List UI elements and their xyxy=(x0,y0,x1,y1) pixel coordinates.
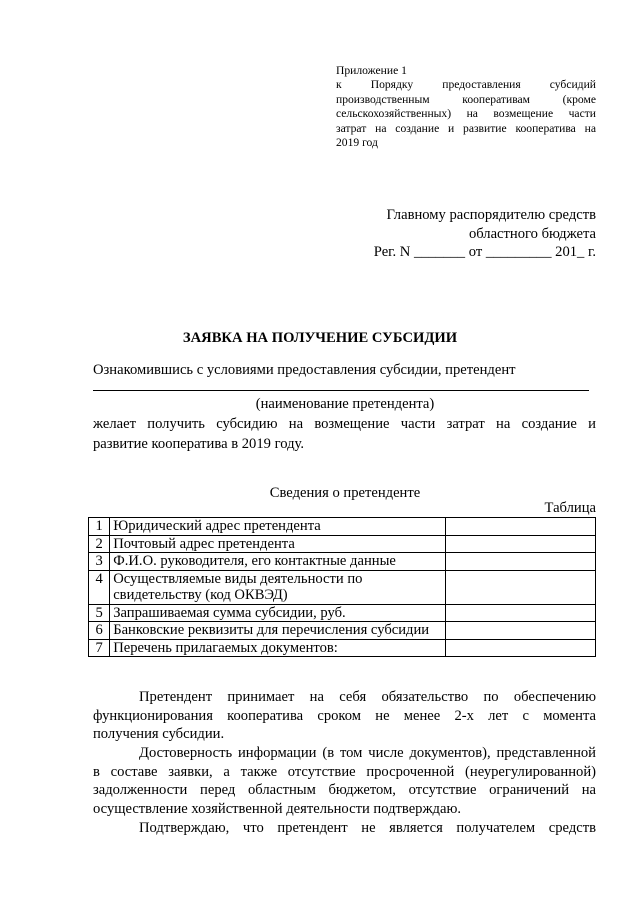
paragraph-line: в составе заявки, а также отсутствие просроченной (неурегулированной) xyxy=(93,763,596,780)
table-label: Таблица xyxy=(544,500,596,516)
applicant-info-table xyxy=(88,517,596,657)
row-label: Юридический адрес претендента xyxy=(110,518,445,536)
wish-line: желает получить субсидию на возмещение части затрат на создание и xyxy=(93,416,596,432)
registration-line: Рег. N _______ от _________ 201_ г. xyxy=(373,244,596,260)
row-label: Ф.И.О. руководителя, его контактные данные xyxy=(110,553,445,571)
appendix-note xyxy=(336,64,596,150)
row-value[interactable] xyxy=(445,518,596,536)
row-number: 1 xyxy=(89,518,110,536)
row-label: Банковские реквизиты для перечисления субсидии xyxy=(110,622,445,640)
appendix-line: производственным кооперативам (кроме xyxy=(336,92,596,106)
row-label: Осуществляемые виды деятельности по свидетельству (код ОКВЭД) xyxy=(110,570,445,604)
applicant-name-caption: (наименование претендента) xyxy=(255,396,435,412)
paragraph-line: осуществление хозяйственной деятельности подтверждаю. xyxy=(93,801,462,818)
row-value[interactable] xyxy=(445,535,596,553)
table-row xyxy=(89,518,596,536)
confirmation-paragraph xyxy=(93,819,596,838)
row-number: 6 xyxy=(89,622,110,640)
paragraph-line: функционирования кооператива сроком не менее 2-х лет с момента xyxy=(93,707,596,724)
row-value[interactable] xyxy=(445,570,596,604)
wish-line: развитие кооператива в 2019 году. xyxy=(93,436,304,452)
row-number: 5 xyxy=(89,604,110,622)
row-value[interactable] xyxy=(445,553,596,571)
wish-paragraph xyxy=(93,414,596,454)
row-value[interactable] xyxy=(445,604,596,622)
appendix-line: сельскохозяйственных) на возмещение части xyxy=(336,107,596,121)
row-value[interactable] xyxy=(445,639,596,657)
appendix-line: Приложение 1 xyxy=(336,64,407,77)
table-row xyxy=(89,570,596,604)
row-number: 7 xyxy=(89,639,110,657)
accuracy-paragraph xyxy=(93,744,596,819)
recipient-line: областного бюджета xyxy=(468,225,596,242)
table-row xyxy=(89,622,596,640)
row-value[interactable] xyxy=(445,622,596,640)
table-row xyxy=(89,604,596,622)
table-row xyxy=(89,535,596,553)
table-row xyxy=(89,639,596,657)
appendix-line: 2019 год xyxy=(336,136,378,150)
row-number: 3 xyxy=(89,553,110,571)
paragraph-line: Подтверждаю, что претендент не является получателем средств xyxy=(139,820,596,836)
row-label: Почтовый адрес претендента xyxy=(110,535,445,553)
info-heading: Сведения о претенденте xyxy=(269,485,421,501)
document-title: ЗАЯВКА НА ПОЛУЧЕНИЕ СУБСИДИИ xyxy=(182,330,458,346)
appendix-line: затрат на создание и развитие кооператива на xyxy=(336,121,596,135)
table-row xyxy=(89,553,596,571)
row-number: 2 xyxy=(89,535,110,553)
appendix-line: к Порядку предоставления субсидий xyxy=(336,78,596,92)
applicant-name-line[interactable] xyxy=(93,390,589,391)
paragraph-line: Достоверность информации (в том числе документов), представленной xyxy=(139,745,596,761)
row-label: Перечень прилагаемых документов: xyxy=(110,639,445,657)
paragraph-line: задолженности перед областным бюджетом, отсутствие ограничений на xyxy=(93,782,596,799)
paragraph-line: Претендент принимает на себя обязательство по обеспечению xyxy=(139,689,596,705)
row-label: Запрашиваемая сумма субсидии, руб. xyxy=(110,604,445,622)
intro-text: Ознакомившись с условиями предоставления субсидии, претендент xyxy=(93,362,516,378)
paragraph-line: получения субсидии. xyxy=(93,726,225,743)
row-number: 4 xyxy=(89,570,110,604)
recipient-block xyxy=(300,206,596,262)
recipient-line: Главному распорядителю средств xyxy=(386,207,596,223)
obligation-paragraph xyxy=(93,688,596,744)
